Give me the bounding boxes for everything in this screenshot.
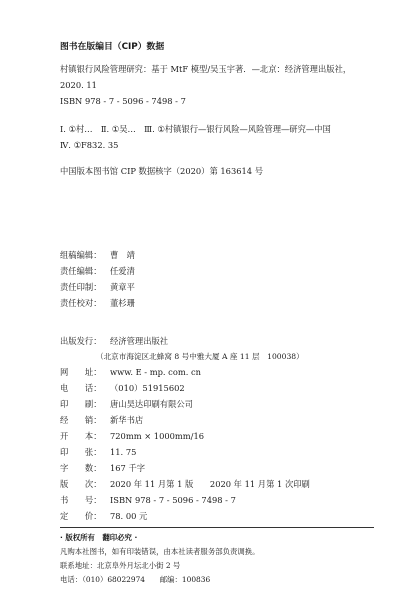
detail-value: 2020 年 11 月第 1 版 2020 年 11 月第 1 次印刷 bbox=[110, 479, 310, 489]
detail-row bbox=[60, 399, 193, 410]
detail-row bbox=[60, 431, 204, 442]
cip-number: 中国版本图书馆 CIP 数据核字（2020）第 163614 号 bbox=[60, 166, 263, 176]
contact-address: 联系地址：北京阜外月坛北小街 2 号 bbox=[60, 561, 181, 570]
detail-label: 书 号： bbox=[60, 495, 102, 505]
editor-label: 责任校对： bbox=[60, 298, 102, 308]
editor-row bbox=[60, 298, 135, 309]
cip-entry-line2: 2020. 11 bbox=[60, 80, 97, 90]
detail-value: （010）51915602 bbox=[110, 383, 185, 393]
detail-label: 印 张： bbox=[60, 447, 102, 457]
cip-entry-line1: 村镇银行风险管理研究：基于 MtF 模型/吴玉宇著．—北京：经济管理出版社， bbox=[60, 64, 352, 74]
cip-subject-line2: Ⅳ. ①F832. 35 bbox=[60, 140, 119, 150]
editor-label: 责任编辑： bbox=[60, 266, 102, 276]
cip-subject-line1: Ⅰ. ①村… Ⅱ. ①吴… Ⅲ. ①村镇银行—银行风险—风险管理—研究—中国 bbox=[60, 124, 331, 134]
detail-value: 11. 75 bbox=[110, 447, 137, 457]
detail-value: 78. 00 元 bbox=[110, 511, 148, 521]
editor-row bbox=[60, 250, 135, 261]
contact-phone: 电话：（010）68022974 邮编：100836 bbox=[60, 575, 211, 584]
cip-heading: 图书在版编目（CIP）数据 bbox=[60, 42, 165, 52]
detail-value: 唐山昊达印刷有限公司 bbox=[110, 399, 193, 409]
detail-label: 印 刷： bbox=[60, 399, 102, 409]
editor-value: 任爱清 bbox=[110, 266, 135, 276]
detail-row bbox=[60, 495, 236, 506]
editor-value: 黄章平 bbox=[110, 282, 135, 292]
exchange-notice: 凡购本社图书，如有印装错误，由本社读者服务部负责调换。 bbox=[60, 547, 260, 556]
detail-value: www. E - mp. com. cn bbox=[110, 367, 201, 377]
detail-row bbox=[60, 415, 143, 426]
rights-notice: · 版权所有 翻印必究 · bbox=[60, 533, 138, 542]
detail-row bbox=[60, 367, 201, 378]
divider bbox=[60, 527, 374, 528]
detail-row bbox=[60, 511, 147, 522]
detail-value: ISBN 978 - 7 - 5096 - 7498 - 7 bbox=[110, 495, 236, 505]
cip-isbn: ISBN 978 - 7 - 5096 - 7498 - 7 bbox=[60, 96, 186, 106]
detail-label: 定 价： bbox=[60, 511, 102, 521]
editor-label: 责任印制： bbox=[60, 282, 102, 292]
editor-row bbox=[60, 266, 135, 277]
detail-value: 720mm × 1000mm/16 bbox=[110, 431, 205, 441]
editor-value: 董杉珊 bbox=[110, 298, 135, 308]
detail-label: 字 数： bbox=[60, 463, 102, 473]
publisher-label: 出版发行： bbox=[60, 336, 102, 346]
detail-label: 经 销： bbox=[60, 415, 102, 425]
editor-value: 曹 靖 bbox=[110, 250, 135, 260]
detail-value: 167 千字 bbox=[110, 463, 146, 473]
publisher-name: 经济管理出版社 bbox=[110, 336, 169, 346]
publisher-row bbox=[60, 336, 168, 347]
detail-value: 新华书店 bbox=[110, 415, 144, 425]
detail-label: 网 址： bbox=[60, 367, 102, 377]
detail-row bbox=[60, 479, 310, 490]
detail-label: 电 话： bbox=[60, 383, 102, 393]
editor-row bbox=[60, 282, 135, 293]
publisher-address: （北京市海淀区北蜂窝 8 号中雅大厦 A 座 11 层 100038） bbox=[96, 352, 304, 361]
detail-row bbox=[60, 383, 185, 394]
editor-label: 组稿编辑： bbox=[60, 250, 102, 260]
detail-label: 开 本： bbox=[60, 431, 102, 441]
detail-row bbox=[60, 447, 136, 458]
detail-label: 版 次： bbox=[60, 479, 102, 489]
detail-row bbox=[60, 463, 145, 474]
